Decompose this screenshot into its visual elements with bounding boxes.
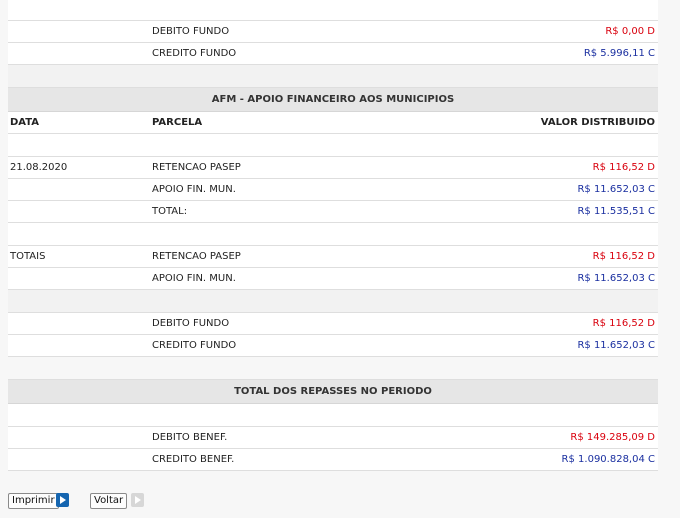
table-row (8, 268, 658, 290)
section-title-total-repasses: TOTAL DOS REPASSES NO PERIODO (8, 380, 658, 404)
table-row (8, 201, 658, 223)
valor-cell: R$ 11.652,03 C (577, 340, 655, 351)
valor-cell: R$ 149.285,09 D (570, 432, 655, 443)
table-row (8, 157, 658, 179)
valor-cell: R$ 11.652,03 C (577, 273, 655, 284)
valor-cell: R$ 116,52 D (592, 318, 655, 329)
header-valor: VALOR DISTRIBUIDO (540, 117, 655, 128)
header-data: DATA (10, 117, 40, 128)
valor-cell: R$ 116,52 D (592, 162, 655, 173)
parcela-cell: CREDITO FUNDO (152, 48, 237, 59)
totals-label: TOTAIS (10, 251, 46, 262)
valor-cell: R$ 5.996,11 C (583, 48, 655, 59)
parcela-cell: CREDITO BENEF. (152, 454, 235, 465)
table-row (8, 449, 658, 471)
section-title-afm: AFM - APOIO FINANCEIRO AOS MUNICIPIOS (8, 88, 658, 112)
parcela-cell: DEBITO BENEF. (152, 432, 228, 443)
table-row (8, 43, 658, 65)
play-arrow-icon[interactable] (131, 493, 144, 507)
date-cell: 21.08.2020 (10, 162, 68, 173)
parcela-cell: DEBITO FUNDO (152, 318, 230, 329)
table-row (8, 21, 658, 43)
valor-cell: R$ 0,00 D (605, 26, 655, 37)
table-row (8, 335, 658, 357)
table-row (8, 313, 658, 335)
spacer-row (8, 134, 658, 157)
parcela-cell: RETENCAO PASEP (152, 251, 241, 262)
parcela-cell: TOTAL: (152, 206, 188, 217)
valor-cell: R$ 11.652,03 C (577, 184, 655, 195)
spacer-row (8, 65, 658, 88)
back-button[interactable]: Voltar (90, 493, 127, 509)
column-header-row (8, 112, 658, 134)
spacer-row (8, 357, 658, 380)
repasses-table (8, 0, 658, 471)
table-row (8, 179, 658, 201)
header-parcela: PARCELA (152, 117, 203, 128)
parcela-cell: RETENCAO PASEP (152, 162, 241, 173)
parcela-cell: DEBITO FUNDO (152, 26, 230, 37)
valor-cell: R$ 11.535,51 C (577, 206, 655, 217)
table-row (8, 246, 658, 268)
spacer-row (8, 290, 658, 313)
valor-cell: R$ 116,52 D (592, 251, 655, 262)
spacer-row (8, 404, 658, 427)
parcela-cell: APOIO FIN. MUN. (152, 184, 236, 195)
parcela-cell: CREDITO FUNDO (152, 340, 237, 351)
table-row (8, 427, 658, 449)
table-row (8, 0, 658, 21)
print-button[interactable]: Imprimir (8, 493, 59, 509)
parcela-cell: APOIO FIN. MUN. (152, 273, 236, 284)
play-arrow-icon[interactable] (56, 493, 69, 507)
valor-cell: R$ 1.090.828,04 C (561, 454, 655, 465)
spacer-row (8, 223, 658, 246)
